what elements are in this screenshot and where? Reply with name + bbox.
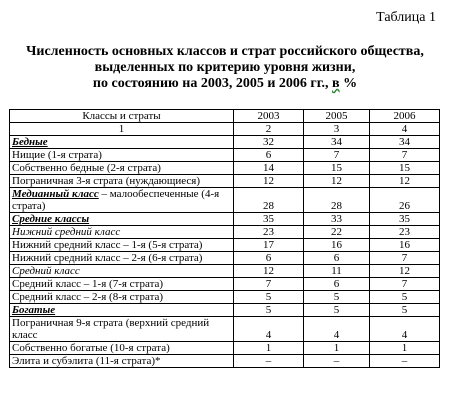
value-cell: 16 (304, 239, 370, 252)
value-cell: 5 (304, 291, 370, 304)
row-label (10, 226, 234, 239)
title-line-1: Численность основных классов и страт российского общества, (26, 44, 424, 59)
title-line-3-text: по состоянию на 2003, 2005 и 2006 гг., (92, 76, 329, 91)
value-cell: – (370, 355, 440, 368)
table-row (10, 188, 440, 213)
value-cell: 12 (234, 175, 304, 188)
value-cell: 11 (304, 265, 370, 278)
value-cell: 5 (370, 291, 440, 304)
value-cell: 23 (234, 226, 304, 239)
table-label: Таблица 1 (376, 10, 436, 25)
strata-table (9, 109, 440, 368)
value-cell: 1 (304, 342, 370, 355)
row-label-emphasis: Медианный класс (12, 188, 99, 200)
table-row (10, 304, 440, 317)
row-label-text: Средний класс – 1-я (7-я страта) (12, 278, 164, 290)
table-row (10, 278, 440, 291)
row-label (10, 304, 234, 317)
value-cell: 5 (370, 304, 440, 317)
value-cell: 12 (234, 265, 304, 278)
column-header: 2005 (304, 110, 370, 123)
value-cell: 15 (304, 162, 370, 175)
row-label (10, 213, 234, 226)
value-cell: 35 (234, 213, 304, 226)
index-cell: 4 (370, 123, 440, 136)
value-cell: 4 (304, 317, 370, 342)
title-line-2: выделенных по критерию уровня жизни, (94, 60, 356, 75)
index-row (10, 123, 440, 136)
table-row (10, 175, 440, 188)
value-cell: 28 (234, 188, 304, 213)
row-label (10, 355, 234, 368)
row-label-emphasis: Бедные (12, 136, 48, 148)
table-row (10, 213, 440, 226)
index-cell: 2 (234, 123, 304, 136)
table-row (10, 239, 440, 252)
table-row (10, 317, 440, 342)
table-row (10, 265, 440, 278)
row-label-text: – малообеспеченные (4-я страта) (12, 188, 220, 212)
row-label-text: Собственно бедные (2-я страта) (12, 162, 161, 174)
value-cell: 6 (304, 252, 370, 265)
row-label-text: Нижний средний класс (12, 226, 121, 238)
table-title (0, 44, 450, 92)
value-cell: – (234, 355, 304, 368)
value-cell: 6 (234, 149, 304, 162)
value-cell: – (304, 355, 370, 368)
value-cell: 6 (234, 252, 304, 265)
value-cell: 34 (304, 136, 370, 149)
value-cell: 17 (234, 239, 304, 252)
value-cell: 5 (234, 304, 304, 317)
value-cell: 7 (370, 149, 440, 162)
value-cell: 7 (234, 278, 304, 291)
table-row (10, 291, 440, 304)
row-label-text: Нищие (1-я страта) (12, 149, 102, 161)
table-row (10, 136, 440, 149)
table-row (10, 226, 440, 239)
table-row (10, 342, 440, 355)
value-cell: 5 (234, 291, 304, 304)
row-label (10, 317, 234, 342)
value-cell: 33 (304, 213, 370, 226)
header-row (10, 110, 440, 123)
row-label-text: Нижний средний класс – 1-я (5-я страта) (12, 239, 203, 251)
value-cell: 5 (304, 304, 370, 317)
value-cell: 34 (370, 136, 440, 149)
row-label (10, 162, 234, 175)
table-row (10, 355, 440, 368)
row-label-text: Собственно богатые (10-я страта) (12, 342, 170, 354)
value-cell: 6 (304, 278, 370, 291)
table-row (10, 149, 440, 162)
row-label (10, 188, 234, 213)
row-label (10, 278, 234, 291)
index-cell: 1 (10, 123, 234, 136)
value-cell: 22 (304, 226, 370, 239)
column-header: 2006 (370, 110, 440, 123)
value-cell: 16 (370, 239, 440, 252)
row-label-text: Средний класс (12, 265, 80, 277)
value-cell: 12 (304, 175, 370, 188)
row-label (10, 252, 234, 265)
row-label (10, 239, 234, 252)
title-line-3-preposition: в (332, 76, 340, 91)
value-cell: 35 (370, 213, 440, 226)
title-line-3 (0, 76, 450, 92)
value-cell: 28 (304, 188, 370, 213)
row-label (10, 342, 234, 355)
row-label-text: Пограничная 9-я страта (верхний средний класс (12, 317, 210, 341)
value-cell: 14 (234, 162, 304, 175)
row-label (10, 149, 234, 162)
column-header: Классы и страты (10, 110, 234, 123)
title-line-3-unit: % (343, 76, 358, 91)
row-label (10, 265, 234, 278)
row-label (10, 175, 234, 188)
row-label (10, 136, 234, 149)
row-label-emphasis: Средние классы (12, 213, 90, 225)
column-header: 2003 (234, 110, 304, 123)
value-cell: 7 (370, 278, 440, 291)
value-cell: 4 (234, 317, 304, 342)
value-cell: 1 (234, 342, 304, 355)
value-cell: 15 (370, 162, 440, 175)
row-label-text: Элита и субэлита (11-я страта)* (12, 355, 161, 367)
value-cell: 12 (370, 175, 440, 188)
value-cell: 7 (370, 252, 440, 265)
row-label (10, 291, 234, 304)
table-row (10, 252, 440, 265)
value-cell: 26 (370, 188, 440, 213)
index-cell: 3 (304, 123, 370, 136)
value-cell: 4 (370, 317, 440, 342)
value-cell: 1 (370, 342, 440, 355)
row-label-text: Пограничная 3-я страта (нуждающиеся) (12, 175, 201, 187)
value-cell: 23 (370, 226, 440, 239)
value-cell: 7 (304, 149, 370, 162)
row-label-emphasis: Богатые (12, 304, 56, 316)
row-label-text: Нижний средний класс – 2-я (6-я страта) (12, 252, 203, 264)
row-label-text: Средний класс – 2-я (8-я страта) (12, 291, 164, 303)
table-row (10, 162, 440, 175)
value-cell: 12 (370, 265, 440, 278)
value-cell: 32 (234, 136, 304, 149)
